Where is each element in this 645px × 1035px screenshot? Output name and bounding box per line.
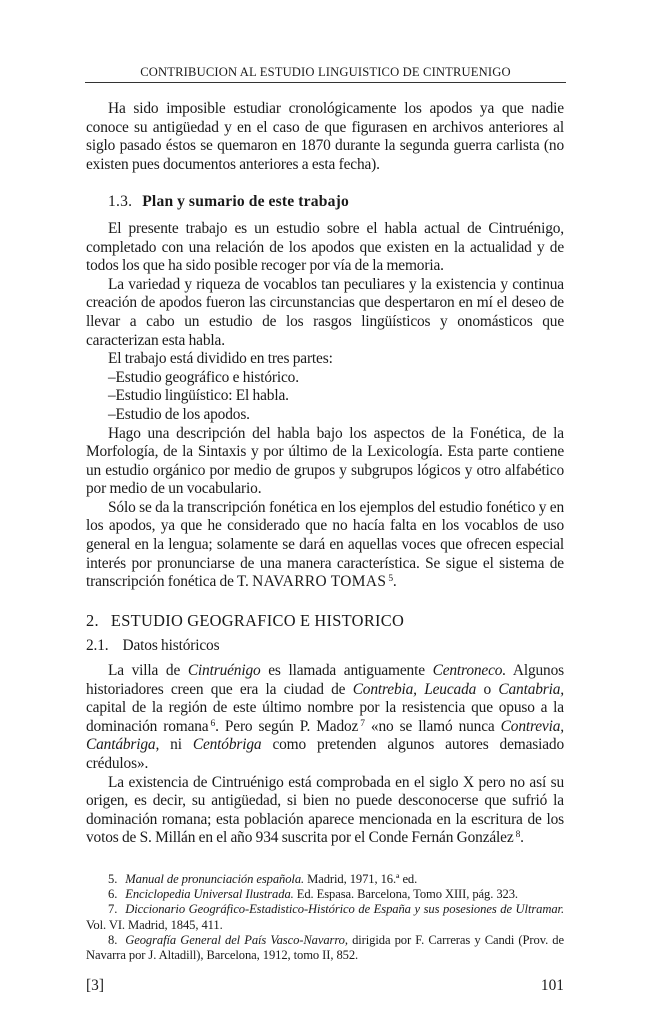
text: Algunos historiadores creen que era la ciudad de	[86, 662, 564, 698]
italic-name: Centroneco.	[432, 662, 507, 680]
paragraph-text: Sólo se da la transcripción fonética en los ejemplos del estudio fonético y en los apodos, ya que he considerado que no hacía falta en los vocablos de uso general en la lengua; solamente se dará en aquellas voces que ofrecen especial interés por pronunciarse de una manera característica. Se sigue el sistema de transcripción fonética de T.	[86, 498, 564, 591]
text: La existencia de Cintruénigo está comprobada en el siglo X pero no así su origen, es decir, su antigüedad, si bien no puede desconocerse que sufrió la dominación romana; esta población aparece mencionada en la escritura de los votos de S. Millán en el año 934 suscrita por el Conde Fernán González	[86, 773, 564, 847]
section-number: 1.3.	[108, 193, 133, 211]
text: La villa de	[108, 662, 188, 680]
intro-paragraph: Ha sido imposible estudiar cronológicamente los apodos ya que nadie conoce su antigüedad y en el caso de que figurasen en archivos anteriores al siglo pasado éstos se quemaron en 1870 durante la segunda guerra carlista (no existen pues documentos anteriores a esta fecha).	[86, 100, 564, 173]
footnote-number: 5.	[108, 871, 118, 886]
punctuation: .	[520, 829, 524, 847]
text: es llamada antiguamente	[260, 662, 433, 680]
section-title: ESTUDIO GEOGRAFICO E HISTORICO	[110, 610, 405, 630]
section-number: 2.1.	[86, 637, 109, 655]
footnote-ref[interactable]: 5	[388, 574, 393, 585]
section-number: 2.	[86, 610, 99, 630]
paragraph: Hago una descripción del habla bajo los aspectos de la Fonética, de la Morfología, de la Sintaxis y por último de la Lexicología. Esta parte contiene un estudio orgánico por medio de grupos y subgrupos lógicos y otro alfabético por medio de un vocabulario.	[86, 424, 564, 498]
list-item: –Estudio geográfico e histórico.	[108, 368, 299, 386]
footnotes	[86, 872, 564, 963]
footnote	[86, 887, 564, 902]
italic-name: Cintruénigo	[187, 662, 261, 680]
italic-name: Centóbriga	[192, 736, 262, 754]
history-paragraph-2	[86, 774, 564, 848]
section-heading-2-1	[86, 637, 564, 656]
page-number: 101	[540, 977, 564, 995]
folio-left: [3]	[86, 977, 104, 995]
history-paragraph-1	[86, 662, 564, 774]
folio	[86, 977, 564, 995]
italic-name: Cantabria,	[498, 680, 565, 698]
list-item: –Estudio lingüístico: El habla.	[108, 387, 289, 405]
footnote-text: Ed. Espasa. Barcelona, Tomo XIII, pág. 323.	[293, 887, 518, 902]
footnote-ref[interactable]: 6	[210, 718, 216, 729]
paragraph: El presente trabajo es un estudio sobre el habla actual de Cintruénigo, completado con una relación de los apodos que existen en la actualidad y de todos los que ha sido posible recoger por vía de la memoria.	[86, 219, 564, 275]
list-item: –Estudio de los apodos.	[108, 405, 250, 423]
paragraph: La variedad y riqueza de vocablos tan peculiares y la existencia y continua creación de apodos fueron las circunstancias que despertaron en mí el deseo de llevar a cabo un estudio de los rasgos lingüísticos y onomásticos que caracterizan esta habla.	[86, 275, 564, 349]
punctuation: .	[392, 573, 397, 591]
section-heading-1-3	[108, 193, 564, 212]
footnote	[86, 933, 564, 963]
paragraph: El trabajo está dividido en tres partes:	[108, 350, 333, 368]
footnote-title: Manual de pronunciación española.	[125, 871, 305, 886]
text: o	[476, 680, 499, 698]
footnote-ref[interactable]: 7	[360, 718, 365, 729]
footnote-title: Diccionario Geográfico-Estadistico-Histórico de España y sus posesiones de Ultramar.	[125, 902, 564, 917]
text: . Pero según P. Madoz	[215, 717, 359, 735]
italic-name: Contrevia, Cantábriga,	[86, 717, 564, 754]
footnote-number: 7.	[108, 902, 118, 917]
footnote	[86, 872, 564, 887]
footnote-text: Madrid, 1971, 16.ª ed.	[304, 871, 418, 886]
section-heading-2	[86, 612, 564, 631]
footnote-number: 6.	[108, 887, 118, 902]
body-text	[86, 100, 564, 848]
section-title: Plan y sumario de este trabajo	[142, 193, 349, 211]
text: ni	[159, 736, 193, 754]
footnote	[86, 902, 564, 932]
italic-name: Contrebia, Leucada	[352, 680, 477, 698]
footnote-title: Geografía General del País Vasco-Navarro,	[125, 932, 348, 947]
text: como pretenden algunos autores demasiado crédulos».	[86, 736, 564, 772]
footnote-text: Vol. VI. Madrid, 1845, 411.	[86, 917, 223, 932]
text: capital de la región de este último nombre por la resistencia que opuso a la dominación romana	[86, 699, 564, 735]
header-rule	[85, 82, 566, 83]
footnote-number: 8.	[108, 932, 118, 947]
running-head: CONTRIBUCION AL ESTUDIO LINGUISTICO DE CINTRUENIGO	[140, 65, 511, 79]
footnote-text: dirigida por F. Carreras y Candi (Prov. de Navarra por J. Altadill), Barcelona, 1912, tomo II, 852.	[86, 932, 564, 962]
transcription-paragraph	[86, 499, 564, 592]
section-title: Datos históricos	[122, 637, 220, 655]
text: «no se llamó nunca	[364, 717, 501, 735]
footnote-ref[interactable]: 8	[515, 830, 521, 841]
footnote-title: Enciclopedia Universal Ilustrada.	[125, 887, 294, 902]
author-name: NAVARRO TOMAS	[252, 573, 387, 591]
